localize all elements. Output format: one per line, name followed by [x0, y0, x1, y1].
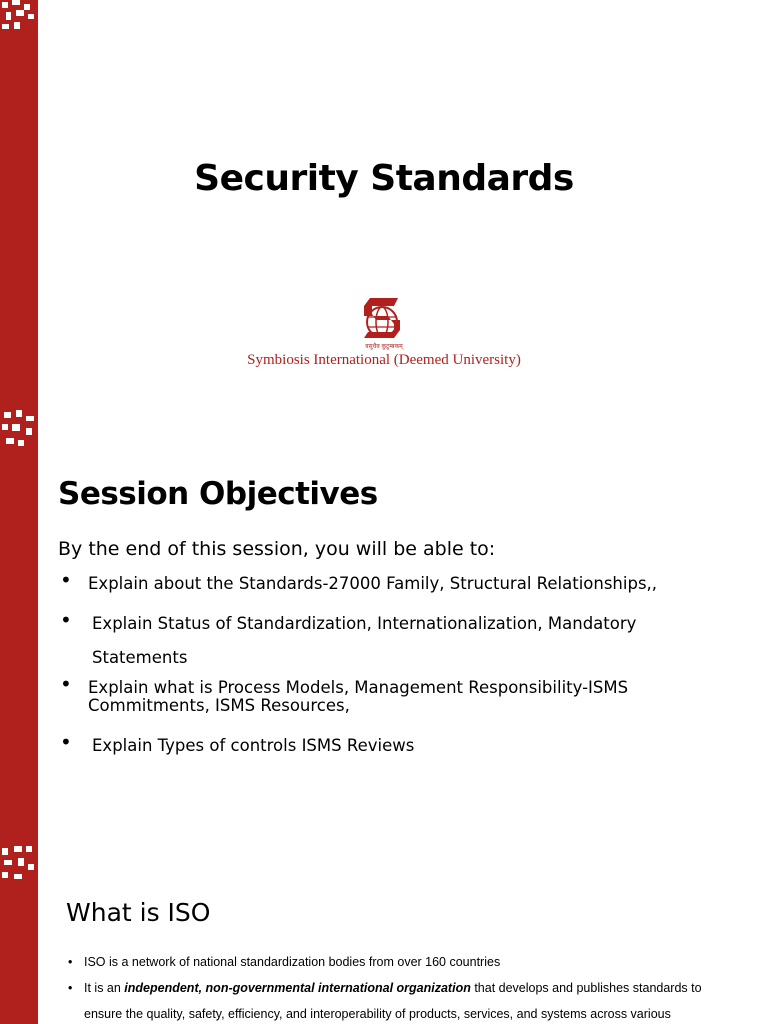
slide-title: Security Standards: [194, 158, 574, 199]
pixel-pattern-decoration: [0, 844, 38, 884]
intro-text: By the end of this session, you will be able to:: [58, 538, 496, 560]
bullet: •: [60, 730, 72, 754]
title-slide: [0, 0, 768, 410]
pixel-pattern-decoration: [0, 0, 38, 40]
text-prefix: It is an: [84, 981, 125, 995]
slide-title: Session Objectives: [58, 476, 378, 512]
list-item-text: Explain what is Process Models, Management Responsibility-ISMS: [88, 678, 629, 697]
bullet: •: [60, 608, 72, 632]
logo-motto: वसुधैव कुटुम्बकम्: [365, 343, 403, 350]
list-item-text: Explain Status of Standardization, Internationalization, Mandatory: [92, 614, 637, 633]
slide-title: What is ISO: [66, 898, 211, 927]
left-accent-bar: [0, 410, 38, 844]
bullet: •: [68, 981, 73, 995]
university-name: Symbiosis International (Deemed University): [247, 352, 521, 368]
symbiosis-logo: [358, 294, 406, 348]
list-item-text: [84, 981, 702, 995]
list-item-text-continued: Statements: [92, 648, 188, 667]
text-suffix: that develops and publishes standards to: [470, 981, 702, 995]
bullet: •: [68, 955, 73, 969]
objectives-slide: [0, 410, 768, 844]
pixel-pattern-decoration: [0, 410, 38, 450]
list-item-text-continued: Commitments, ISMS Resources,: [88, 696, 350, 715]
list-item-text: ISO is a network of national standardization bodies from over 160 countries: [84, 955, 501, 969]
list-item-text: Explain about the Standards-27000 Family, Structural Relationships,,: [88, 574, 658, 593]
bullet: •: [60, 672, 72, 696]
emphasis-text: independent, non-governmental international organization: [124, 981, 471, 995]
list-item-text: Explain Types of controls ISMS Reviews: [92, 736, 415, 755]
what-is-iso-slide: [0, 844, 768, 1024]
list-item-text: ensure the quality, safety, efficiency, and interoperability of products, services, and systems across various: [84, 1007, 671, 1021]
bullet: •: [60, 568, 72, 592]
